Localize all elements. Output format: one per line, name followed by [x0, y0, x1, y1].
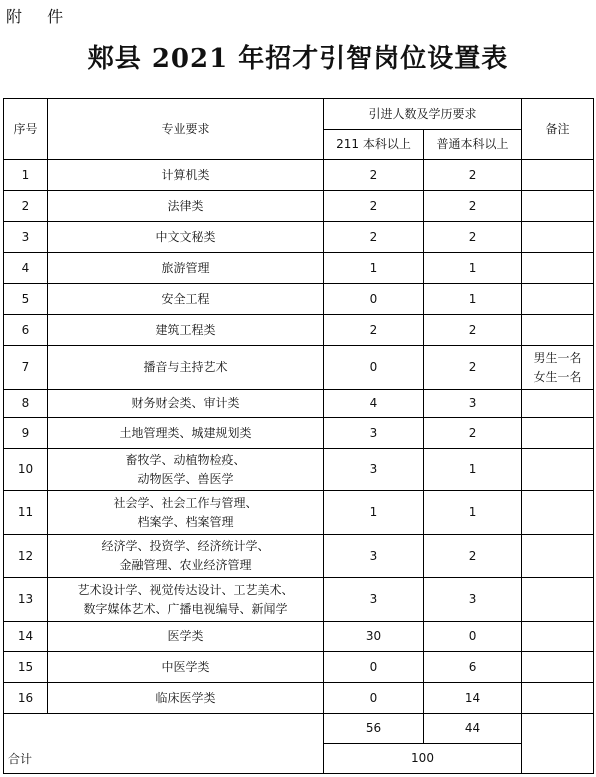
row-major	[48, 222, 324, 253]
table-row	[4, 622, 594, 652]
row-211: 0	[324, 683, 424, 714]
major-line: 经济学、投资学、经济统计学、	[101, 539, 270, 553]
major-line: 播音与主持艺术	[143, 360, 228, 374]
row-seq: 11	[4, 491, 48, 535]
row-211: 2	[324, 160, 424, 191]
row-seq: 2	[4, 191, 48, 222]
row-normal: 6	[424, 652, 522, 683]
major-line: 计算机类	[161, 167, 210, 182]
row-remark	[522, 284, 594, 315]
row-normal: 2	[424, 418, 522, 449]
table-row	[4, 160, 594, 191]
row-seq: 3	[4, 222, 48, 253]
table-row	[4, 253, 594, 284]
row-normal: 2	[424, 315, 522, 346]
row-major	[48, 284, 324, 315]
row-normal: 14	[424, 683, 522, 714]
major-line: 安全工程	[161, 291, 210, 306]
row-211: 3	[324, 578, 424, 622]
row-normal: 2	[424, 535, 522, 578]
table-row	[4, 284, 594, 315]
total-211: 56	[324, 714, 424, 744]
row-normal: 1	[424, 284, 522, 315]
table-row	[4, 652, 594, 683]
major-line: 动物医学、兽医学	[137, 471, 234, 486]
row-major	[48, 652, 324, 683]
row-seq: 7	[4, 346, 48, 390]
row-211: 3	[324, 449, 424, 491]
row-major	[48, 622, 324, 652]
row-normal: 1	[424, 253, 522, 284]
major-line: 财务财会类、审计类	[131, 396, 240, 410]
row-remark	[522, 222, 594, 253]
table-row	[4, 449, 594, 491]
row-normal: 1	[424, 449, 522, 491]
row-normal: 2	[424, 160, 522, 191]
total-row	[4, 714, 594, 744]
row-211: 1	[324, 491, 424, 535]
row-seq: 8	[4, 390, 48, 418]
header-group: 引进人数及学历要求	[324, 99, 522, 130]
table-row	[4, 222, 594, 253]
major-line: 中文文秘类	[155, 229, 216, 244]
table-row	[4, 418, 594, 449]
row-major	[48, 390, 324, 418]
row-major	[48, 253, 324, 284]
row-211: 2	[324, 315, 424, 346]
row-major	[48, 191, 324, 222]
row-seq: 14	[4, 622, 48, 652]
row-normal: 3	[424, 390, 522, 418]
major-line: 土地管理类、城建规划类	[119, 425, 252, 440]
row-remark	[522, 622, 594, 652]
row-211: 30	[324, 622, 424, 652]
row-seq: 6	[4, 315, 48, 346]
table-row	[4, 191, 594, 222]
row-remark	[522, 535, 594, 578]
total-normal: 44	[424, 714, 522, 744]
row-remark	[522, 578, 594, 622]
major-line: 社会学、社会工作与管理、	[113, 495, 258, 510]
header-seq: 序号	[4, 99, 48, 160]
row-seq: 15	[4, 652, 48, 683]
major-line: 档案学、档案管理	[137, 514, 234, 529]
row-normal: 3	[424, 578, 522, 622]
row-major	[48, 346, 324, 390]
row-211: 3	[324, 418, 424, 449]
row-normal: 1	[424, 491, 522, 535]
row-seq: 16	[4, 683, 48, 714]
major-line: 金融管理、农业经济管理	[119, 558, 252, 572]
remark-line: 女生一名	[533, 369, 582, 384]
row-remark	[522, 253, 594, 284]
table-row	[4, 535, 594, 578]
table-row	[4, 346, 594, 390]
row-major	[48, 535, 324, 578]
major-line: 临床医学类	[155, 690, 216, 705]
table-row	[4, 390, 594, 418]
row-211: 2	[324, 222, 424, 253]
row-normal: 2	[424, 222, 522, 253]
row-remark	[522, 160, 594, 191]
row-211: 2	[324, 191, 424, 222]
major-line: 艺术设计学、视觉传达设计、工艺美术、	[77, 582, 294, 597]
table-row	[4, 491, 594, 535]
header-major: 专业要求	[48, 99, 324, 160]
header-normal: 普通本科以上	[424, 130, 522, 160]
row-major	[48, 160, 324, 191]
row-211: 0	[324, 346, 424, 390]
row-remark	[522, 191, 594, 222]
row-seq: 12	[4, 535, 48, 578]
row-211: 3	[324, 535, 424, 578]
table-row	[4, 578, 594, 622]
major-line: 建筑工程类	[155, 322, 216, 337]
row-remark	[522, 346, 594, 390]
row-seq: 10	[4, 449, 48, 491]
page-title: 郏县 2021 年招才引智岗位设置表	[87, 44, 509, 74]
row-remark	[522, 652, 594, 683]
row-remark	[522, 683, 594, 714]
grand-total: 100	[324, 744, 522, 774]
positions-table	[3, 98, 594, 774]
row-normal: 2	[424, 191, 522, 222]
row-major	[48, 683, 324, 714]
remark-line: 男生一名	[533, 350, 582, 365]
row-211: 0	[324, 284, 424, 315]
major-line: 医学类	[167, 629, 204, 643]
row-remark	[522, 491, 594, 535]
row-seq: 4	[4, 253, 48, 284]
row-remark	[522, 390, 594, 418]
total-remark	[522, 714, 594, 774]
row-major	[48, 315, 324, 346]
major-line: 法律类	[167, 198, 204, 213]
row-seq: 1	[4, 160, 48, 191]
row-211: 0	[324, 652, 424, 683]
major-line: 畜牧学、动植物检疫、	[125, 452, 246, 467]
major-line: 数字媒体艺术、广播电视编导、新闻学	[83, 601, 288, 616]
row-seq: 13	[4, 578, 48, 622]
major-line: 旅游管理	[161, 260, 210, 275]
row-major	[48, 578, 324, 622]
row-normal: 0	[424, 622, 522, 652]
row-major	[48, 449, 324, 491]
table-row	[4, 315, 594, 346]
row-seq: 5	[4, 284, 48, 315]
total-label: 合计	[4, 714, 324, 774]
row-211: 4	[324, 390, 424, 418]
row-remark	[522, 418, 594, 449]
row-211: 1	[324, 253, 424, 284]
header-remark: 备注	[522, 99, 594, 160]
table-row	[4, 683, 594, 714]
row-remark	[522, 449, 594, 491]
major-line: 中医学类	[161, 659, 210, 674]
attachment-label: 附 件	[6, 7, 74, 26]
row-normal: 2	[424, 346, 522, 390]
row-major	[48, 491, 324, 535]
row-seq: 9	[4, 418, 48, 449]
row-major	[48, 418, 324, 449]
header-211: 211 本科以上	[324, 130, 424, 160]
row-remark	[522, 315, 594, 346]
